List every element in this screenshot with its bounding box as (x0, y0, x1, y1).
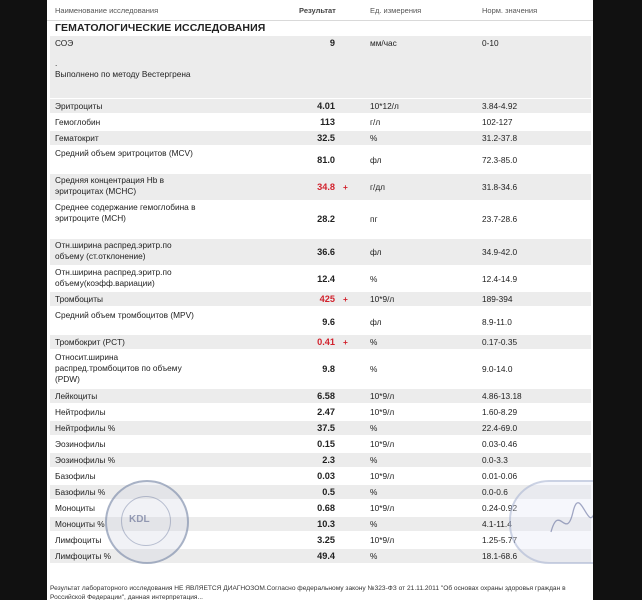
table-row (50, 131, 591, 145)
header-name: Наименование исследования (55, 6, 159, 15)
test-unit: 10*9/л (370, 294, 395, 304)
test-result: 425 (319, 294, 335, 304)
test-unit: % (370, 455, 378, 465)
table-row (50, 389, 591, 403)
test-unit: % (370, 423, 378, 433)
test-result: 4.01 (317, 101, 335, 111)
test-norm: 189-394 (482, 294, 513, 304)
test-result: 49.4 (317, 551, 335, 561)
test-unit: г/л (370, 117, 381, 127)
test-result: 6.58 (317, 391, 335, 401)
test-unit: % (370, 133, 378, 143)
test-norm: 8.9-11.0 (482, 317, 512, 327)
test-norm: 18.1-68.6 (482, 551, 518, 561)
test-unit: % (370, 364, 378, 374)
table-row (50, 239, 591, 265)
header-result: Результат (299, 6, 336, 15)
test-name: Тромбокрит (PCT) (55, 337, 125, 347)
test-unit: фл (370, 247, 382, 257)
test-unit: 10*12/л (370, 101, 399, 111)
test-unit: фл (370, 155, 382, 165)
table-row (50, 421, 591, 435)
test-name: Эозинофилы (55, 439, 106, 449)
test-name: Моноциты (55, 503, 95, 513)
test-name: СОЭ (55, 38, 74, 48)
table-row (50, 99, 591, 113)
test-unit: 10*9/л (370, 503, 395, 513)
test-result: 12.4 (317, 274, 335, 284)
table-row (50, 38, 591, 49)
test-unit: 10*9/л (370, 471, 395, 481)
test-norm: 4.1-11.4 (482, 519, 512, 529)
header-unit: Ед. измерения (370, 6, 422, 15)
test-unit: пг (370, 214, 378, 224)
table-row (50, 469, 591, 483)
abnormal-flag: + (343, 294, 348, 304)
test-result: 113 (320, 117, 335, 127)
test-norm: 4.86-13.18 (482, 391, 522, 401)
abnormal-flag: + (343, 337, 348, 347)
test-name: . (55, 58, 58, 68)
test-result: 0.68 (317, 503, 335, 513)
test-name: Эозинофилы % (55, 455, 116, 465)
table-row (50, 266, 591, 292)
test-name: Базофилы % (55, 487, 106, 497)
test-name: Лимфоциты % (55, 551, 112, 561)
test-norm: 31.2-37.8 (482, 133, 518, 143)
test-name: Отн.ширина распред.эритр.по объему (ст.отклонение) (55, 240, 172, 261)
test-result: 34.8 (317, 182, 335, 192)
test-name: Средний объем эритроцитов (MCV) (55, 148, 193, 158)
table-row (50, 147, 591, 173)
test-norm: 31.8-34.6 (482, 182, 518, 192)
table-row (50, 309, 591, 335)
table-row (50, 201, 591, 238)
test-norm: 34.9-42.0 (482, 247, 518, 257)
disclaimer-footer: Результат лабораторного исследования НЕ ЯВЛЯЕТСЯ ДИАГНОЗОМ.Согласно федеральному закону №323-ФЗ от 21.11.2011 "Об основах охраны здоровья граждан в Российской Федерации", данная интерпретация... (50, 585, 566, 600)
test-name: Лейкоциты (55, 391, 98, 401)
test-norm: 0.03-0.46 (482, 439, 518, 449)
test-result: 2.47 (317, 407, 335, 417)
test-result: 0.5 (322, 487, 335, 497)
test-name: Гематокрит (55, 133, 99, 143)
test-unit: 10*9/л (370, 439, 395, 449)
test-norm: 9.0-14.0 (482, 364, 513, 374)
header-norm: Норм. значения (482, 6, 538, 15)
test-name: Лимфоциты (55, 535, 102, 545)
test-unit: % (370, 519, 378, 529)
table-row (50, 405, 591, 419)
test-result: 9.8 (322, 364, 335, 374)
test-unit: 10*9/л (370, 535, 395, 545)
signature-stamp (509, 480, 593, 564)
test-norm: 0.17-0.35 (482, 337, 518, 347)
table-row (50, 453, 591, 467)
test-unit: 10*9/л (370, 391, 395, 401)
test-result: 3.25 (317, 535, 335, 545)
test-unit: % (370, 337, 378, 347)
table-row (50, 351, 591, 388)
test-unit: г/дл (370, 182, 386, 192)
table-row (50, 437, 591, 451)
section-title: ГЕМАТОЛОГИЧЕСКИЕ ИССЛЕДОВАНИЯ (55, 22, 266, 34)
test-norm: 23.7-28.6 (482, 214, 518, 224)
test-unit: 10*9/л (370, 407, 395, 417)
table-row (50, 115, 591, 129)
test-result: 2.3 (322, 455, 335, 465)
test-norm: 0-10 (482, 38, 499, 48)
test-result: 0.03 (317, 471, 335, 481)
test-result: 28.2 (317, 214, 335, 224)
test-result: 81.0 (317, 155, 335, 165)
test-norm: 3.84-4.92 (482, 101, 518, 111)
test-result: 10.3 (317, 519, 335, 529)
test-result: 36.6 (317, 247, 335, 257)
signature-scribble-icon (511, 482, 593, 562)
test-name: Эритроциты (55, 101, 103, 111)
lab-stamp (105, 480, 189, 564)
table-header (47, 0, 593, 21)
test-result: 37.5 (317, 423, 335, 433)
test-name: Относит.ширина распред.тромбоцитов по объему (PDW) (55, 352, 182, 384)
test-norm: 1.60-8.29 (482, 407, 518, 417)
test-norm: 12.4-14.9 (482, 274, 518, 284)
test-norm: 22.4-69.0 (482, 423, 518, 433)
test-result: 9.6 (322, 317, 335, 327)
test-unit: % (370, 551, 378, 561)
test-name: Средний объем тромбоцитов (MPV) (55, 310, 194, 320)
test-unit: % (370, 487, 378, 497)
test-result: 0.15 (317, 439, 335, 449)
test-unit: мм/час (370, 38, 397, 48)
abnormal-flag: + (343, 182, 348, 192)
test-name: Отн.ширина распред.эритр.по объему(коэфф.вариации) (55, 267, 172, 288)
test-norm: 0.0-0.6 (482, 487, 508, 497)
table-row (50, 174, 591, 200)
test-norm: 72.3-85.0 (482, 155, 518, 165)
test-norm: 0.0-3.3 (482, 455, 508, 465)
lab-report-sheet (47, 0, 593, 600)
test-name: Средняя концентрация Hb в эритроцитах (MCHC) (55, 175, 165, 196)
test-norm: 102-127 (482, 117, 513, 127)
table-row (50, 58, 591, 69)
test-norm: 1.25-5.77 (482, 535, 518, 545)
test-result: 0.41 (317, 337, 335, 347)
test-norm: 0.01-0.06 (482, 471, 518, 481)
test-name: Моноциты % (55, 519, 105, 529)
test-result: 9 (329, 38, 335, 48)
table-row (50, 69, 591, 80)
test-norm: 0.24-0.92 (482, 503, 518, 513)
test-name: Нейтрофилы % (55, 423, 116, 433)
test-unit: % (370, 274, 378, 284)
test-name: Тромбоциты (55, 294, 103, 304)
test-name: Среднее содержание гемоглобина в эритроците (MCH) (55, 202, 196, 223)
table-row (50, 335, 591, 349)
test-name: Гемоглобин (55, 117, 101, 127)
test-unit: фл (370, 317, 382, 327)
stamp-logo: KDL (129, 514, 150, 525)
table-row (50, 292, 591, 306)
test-name: Выполнено по методу Вестергрена (55, 69, 191, 79)
test-name: Базофилы (55, 471, 96, 481)
test-result: 32.5 (317, 133, 335, 143)
test-name: Нейтрофилы (55, 407, 106, 417)
